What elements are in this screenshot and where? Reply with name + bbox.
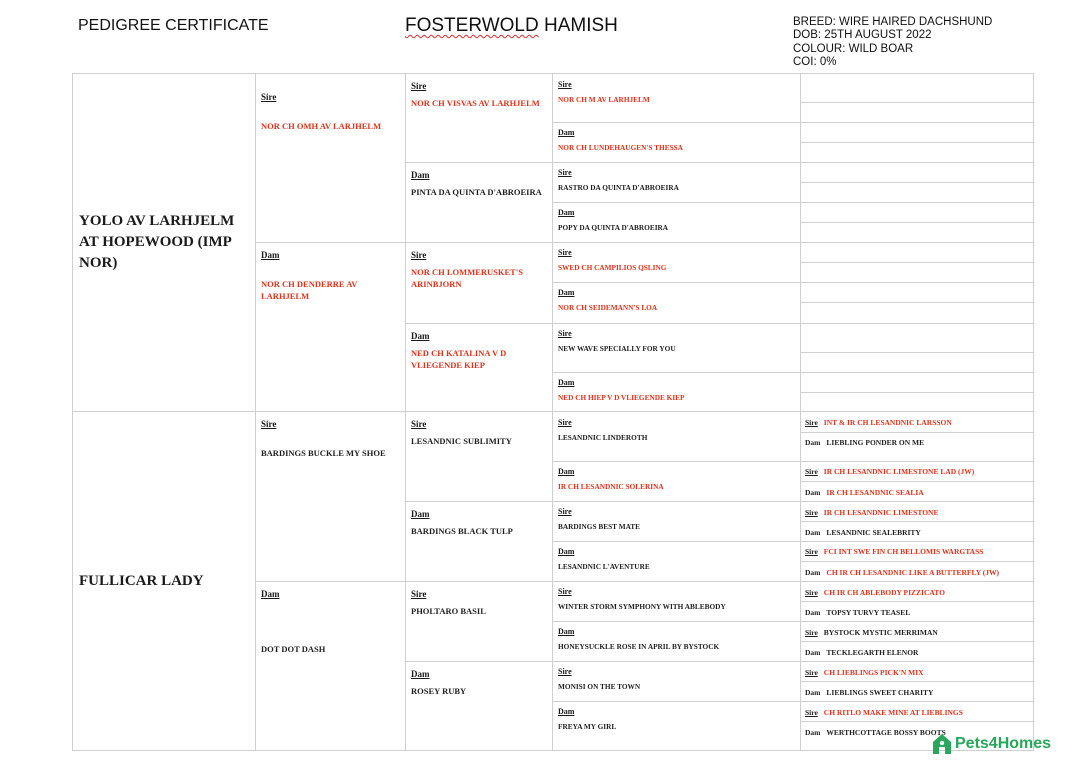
g5-name-24: CH IR CH LESANDNIC LIKE A BUTTERFLY (JW) <box>826 568 1000 577</box>
g5-cell-4 <box>800 142 1034 163</box>
dam-label: Dam <box>558 547 575 556</box>
dam-label: Dam <box>411 331 430 341</box>
g5-cell-28 <box>800 641 1034 662</box>
g5-cell-24 <box>800 561 1034 582</box>
g5-cell-13 <box>800 323 1034 353</box>
g2-name-3: BARDINGS BUCKLE MY SHOE <box>261 448 386 458</box>
g2-name-2: NOR CH DENDERRE AV LARHJELM <box>261 279 358 301</box>
g5-name-31: CH RITLO MAKE MINE AT LIEBLINGS <box>823 708 963 717</box>
dam-name: FULLICAR LADY <box>79 572 204 589</box>
g5-cell-1 <box>800 73 1034 103</box>
g3-name-3: NOR CH LOMMERUSKET'S ARINBJORN <box>411 267 523 289</box>
g3-name-2: PINTA DA QUINTA D'ABROEIRA <box>411 187 542 197</box>
g3-name-7: PHOLTARO BASIL <box>411 606 486 616</box>
g2-cell-4 <box>255 581 406 751</box>
g3-name-5: LESANDNIC SUBLIMITY <box>411 436 512 446</box>
coi: COI: 0% <box>793 55 837 68</box>
g4-cell-3 <box>552 162 801 203</box>
sire-label: Sire <box>805 547 818 556</box>
sire-label: Sire <box>558 329 572 338</box>
g3-cell-4 <box>405 323 553 412</box>
g4-name-10: IR CH LESANDNIC SOLERINA <box>558 482 664 491</box>
g4-cell-8 <box>552 372 801 412</box>
g5-cell-20 <box>800 481 1034 502</box>
dog-name-first: FOSTERWOLD <box>405 15 539 36</box>
g4-name-6: NOR CH SEIDEMANN'S LOA <box>558 303 658 312</box>
dog-name <box>405 15 618 37</box>
g5-name-19: IR CH LESANDNIC LIMESTONE LAD (JW) <box>823 467 975 476</box>
dam-label: Dam <box>805 608 821 617</box>
g3-cell-5 <box>405 411 553 502</box>
brand-name: Pets4Homes <box>955 735 1052 752</box>
g4-name-12: LESANDNIC L'AVENTURE <box>558 562 650 571</box>
g5-cell-15 <box>800 372 1034 393</box>
g4-cell-1 <box>552 73 801 123</box>
g4-cell-4 <box>552 202 801 243</box>
g4-cell-9 <box>552 411 801 462</box>
g5-cell-25 <box>800 581 1034 602</box>
g5-name-30: LIEBLINGS SWEET CHARITY <box>826 688 934 697</box>
g5-cell-8 <box>800 222 1034 243</box>
sire-label: Sire <box>558 507 572 516</box>
sire-label: Sire <box>805 508 818 517</box>
g5-name-21: IR CH LESANDNIC LIMESTONE <box>823 508 939 517</box>
dam-label: Dam <box>805 728 821 737</box>
g5-cell-23 <box>800 541 1034 562</box>
g4-name-13: WINTER STORM SYMPHONY WITH ABLEBODY <box>558 602 726 611</box>
sire-cell <box>72 73 256 412</box>
dam-label: Dam <box>558 378 575 387</box>
sire-label: Sire <box>558 667 572 676</box>
dam-cell <box>72 411 256 751</box>
g4-name-5: SWED CH CAMPILIOS QSLING <box>558 263 667 272</box>
g4-cell-10 <box>552 461 801 502</box>
g4-cell-15 <box>552 661 801 702</box>
g5-cell-18 <box>800 432 1034 462</box>
g4-cell-12 <box>552 541 801 582</box>
g2-cell-3 <box>255 411 406 582</box>
dam-label: Dam <box>805 528 821 537</box>
sire-name: YOLO AV LARHJELM AT HOPEWOOD (IMP NOR) <box>79 213 235 271</box>
g5-cell-26 <box>800 601 1034 622</box>
sire-label: Sire <box>261 419 277 429</box>
dam-label: Dam <box>558 208 575 217</box>
g3-name-8: ROSEY RUBY <box>411 686 467 696</box>
g4-cell-11 <box>552 501 801 542</box>
g5-name-23: FCI INT SWE FIN CH BELLOMIS WARGTASS <box>823 547 984 556</box>
g5-name-27: BYSTOCK MYSTIC MERRIMAN <box>823 628 938 637</box>
g5-cell-31 <box>800 701 1034 722</box>
g5-name-22: LESANDNIC SEALEBRITY <box>826 528 921 537</box>
g5-name-28: TECKLEGARTH ELENOR <box>826 648 919 657</box>
g5-cell-27 <box>800 621 1034 642</box>
dam-label: Dam <box>558 128 575 137</box>
dam-label: Dam <box>261 589 280 599</box>
g4-name-9: LESANDNIC LINDEROTH <box>558 433 648 442</box>
g5-cell-11 <box>800 282 1034 303</box>
g4-name-7: NEW WAVE SPECIALLY FOR YOU <box>558 344 676 353</box>
g5-cell-14 <box>800 352 1034 373</box>
g4-cell-5 <box>552 242 801 283</box>
pets4homes-watermark <box>932 731 1051 757</box>
dam-label: Dam <box>261 250 280 260</box>
house-logo-icon <box>932 733 952 755</box>
g4-name-8: NED CH HIEP V D VLIEGENDE KIEP <box>558 393 685 402</box>
g4-name-11: BARDINGS BEST MATE <box>558 522 641 531</box>
g5-name-20: IR CH LESANDNIC SEALIA <box>826 488 924 497</box>
g4-name-16: FREYA MY GIRL <box>558 722 617 731</box>
g5-cell-10 <box>800 262 1034 283</box>
g5-name-17: INT & IR CH LESANDNIC LARSSON <box>823 418 952 427</box>
dob: DOB: 25TH AUGUST 2022 <box>793 29 932 42</box>
sire-label: Sire <box>805 418 818 427</box>
sire-label: Sire <box>411 589 427 599</box>
dam-label: Dam <box>558 288 575 297</box>
dam-label: Dam <box>558 707 575 716</box>
g5-cell-21 <box>800 501 1034 522</box>
g5-cell-29 <box>800 661 1034 682</box>
g5-cell-7 <box>800 202 1034 223</box>
g5-cell-5 <box>800 162 1034 183</box>
dog-name-rest: HAMISH <box>538 15 618 36</box>
sire-label: Sire <box>558 248 572 257</box>
sire-label: Sire <box>805 467 818 476</box>
dam-label: Dam <box>411 170 430 180</box>
g4-name-15: MONISI ON THE TOWN <box>558 682 641 691</box>
dam-label: Dam <box>411 509 430 519</box>
g4-cell-7 <box>552 323 801 373</box>
g3-name-1: NOR CH VISVAS AV LARHJELM <box>411 98 540 108</box>
g3-cell-2 <box>405 162 553 243</box>
g4-name-3: RASTRO DA QUINTA D'ABROEIRA <box>558 183 679 192</box>
dam-label: Dam <box>411 669 430 679</box>
g2-name-1: NOR CH OMH AV LARJHELM <box>261 121 382 131</box>
g5-cell-9 <box>800 242 1034 263</box>
g4-cell-2 <box>552 122 801 163</box>
sire-label: Sire <box>411 419 427 429</box>
g5-cell-6 <box>800 182 1034 203</box>
g5-name-29: CH LIEBLINGS PICK'N MIX <box>823 668 924 677</box>
dam-label: Dam <box>805 488 821 497</box>
g3-cell-1 <box>405 73 553 163</box>
colour: COLOUR: WILD BOAR <box>793 42 914 55</box>
g3-cell-8 <box>405 661 553 751</box>
sire-label: Sire <box>805 588 818 597</box>
sire-label: Sire <box>558 168 572 177</box>
dam-label: Dam <box>558 627 575 636</box>
g4-cell-6 <box>552 282 801 324</box>
g5-name-32: WERTHCOTTAGE BOSSY BOOTS <box>826 728 946 737</box>
g5-cell-2 <box>800 102 1034 123</box>
g5-name-26: TOPSY TURVY TEASEL <box>826 608 911 617</box>
g5-cell-17 <box>800 411 1034 433</box>
sire-label: Sire <box>805 668 818 677</box>
dam-label: Dam <box>805 438 821 447</box>
g3-cell-7 <box>405 581 553 662</box>
g5-cell-3 <box>800 122 1034 143</box>
g5-cell-12 <box>800 302 1034 324</box>
dam-label: Dam <box>805 688 821 697</box>
g3-cell-6 <box>405 501 553 582</box>
breed: BREED: WIRE HAIRED DACHSHUND <box>793 16 993 28</box>
g4-cell-13 <box>552 581 801 622</box>
sire-label: Sire <box>411 81 427 91</box>
g2-cell-1 <box>255 73 406 243</box>
g5-name-25: CH IR CH ABLEBODY PIZZICATO <box>823 588 945 597</box>
sire-label: Sire <box>558 418 572 427</box>
certificate-title: PEDIGREE CERTIFICATE <box>78 17 269 34</box>
dog-details <box>793 16 992 69</box>
g5-name-18: LIEBLING PONDER ON ME <box>826 438 925 447</box>
sire-label: Sire <box>805 708 818 717</box>
sire-label: Sire <box>805 628 818 637</box>
dam-label: Dam <box>805 568 821 577</box>
dam-label: Dam <box>805 648 821 657</box>
g3-name-6: BARDINGS BLACK TULP <box>411 526 513 536</box>
sire-label: Sire <box>558 587 572 596</box>
g4-name-2: NOR CH LUNDEHAUGEN'S THESSA <box>558 143 683 152</box>
g3-name-4: NED CH KATALINA V D VLIEGENDE KIEP <box>411 348 507 370</box>
g2-cell-2 <box>255 242 406 412</box>
g4-name-4: POPY DA QUINTA D'ABROEIRA <box>558 223 669 232</box>
g5-cell-22 <box>800 521 1034 542</box>
g4-name-14: HONEYSUCKLE ROSE IN APRIL BY BYSTOCK <box>558 642 720 651</box>
sire-label: Sire <box>558 80 572 89</box>
g2-name-4: DOT DOT DASH <box>261 644 326 654</box>
g4-cell-16 <box>552 701 801 751</box>
g5-cell-16 <box>800 392 1034 412</box>
g5-cell-19 <box>800 461 1034 482</box>
dam-label: Dam <box>558 467 575 476</box>
g5-cell-30 <box>800 681 1034 702</box>
sire-label: Sire <box>261 92 277 102</box>
g4-cell-14 <box>552 621 801 662</box>
sire-label: Sire <box>411 250 427 260</box>
g3-cell-3 <box>405 242 553 324</box>
g4-name-1: NOR CH M AV LARHJELM <box>558 95 650 104</box>
